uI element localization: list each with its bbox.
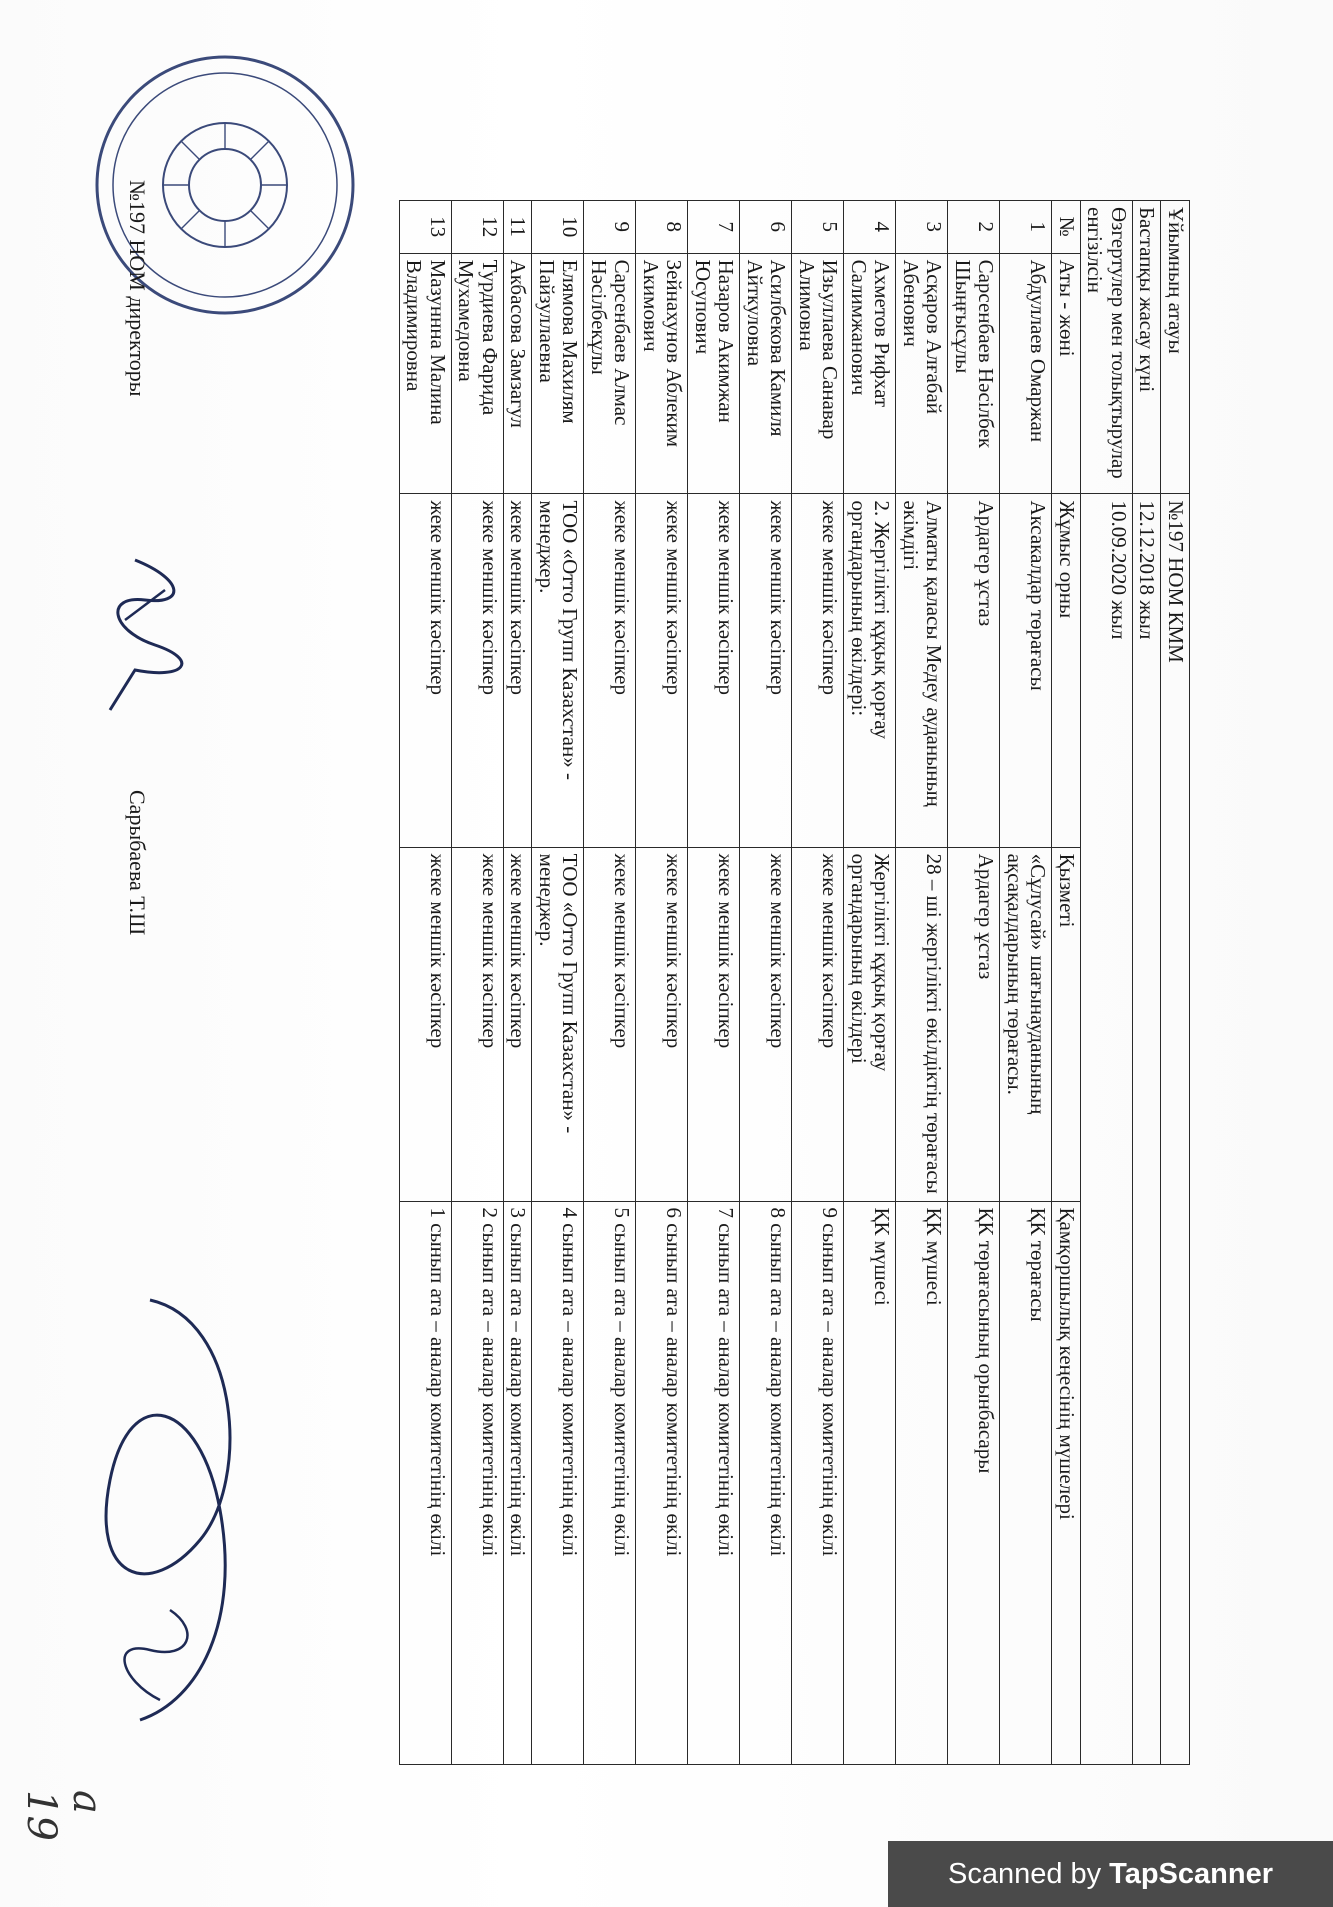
row-num: 3 — [896, 201, 948, 254]
header-row-created — [1132, 201, 1161, 1765]
banner-prefix: Scanned by — [947, 1857, 1102, 1890]
row-num: 10 — [532, 201, 584, 254]
row-work: ТОО «Отто Групп Казахстан» - менеджер. — [532, 494, 584, 847]
row-position: жеке меншік кәсіпкер — [584, 847, 636, 1201]
table-row — [948, 201, 1000, 1765]
banner-brand: TapScanner — [1109, 1857, 1274, 1890]
row-board: ҚК мүшесі — [896, 1201, 948, 1765]
org-value: №197 НОМ КММ — [1161, 494, 1190, 1765]
row-work: жеке меншік кәсіпкер — [792, 494, 844, 847]
row-board: 7 сынып ата – аналар комитетінің өкілі — [688, 1201, 740, 1765]
row-board: 8 сынып ата – аналар комитетінің өкілі — [740, 1201, 792, 1765]
row-num: 5 — [792, 201, 844, 254]
scanner-watermark — [888, 1841, 1333, 1907]
row-board: 4 сынып ата – аналар комитетінің өкілі — [532, 1201, 584, 1765]
row-board: ҚК мүшесі — [844, 1201, 896, 1765]
row-num: 13 — [399, 201, 451, 254]
row-work: Аксакалдар төрағасы — [1000, 494, 1052, 847]
row-name: Сарсенбаев Алмас Нәсілбекұлы — [584, 253, 636, 494]
org-label: Ұйымның атауы — [1161, 201, 1190, 494]
table-row — [896, 201, 948, 1765]
row-work: жеке меншік кәсіпкер — [399, 494, 451, 847]
row-position: жеке меншік кәсіпкер — [688, 847, 740, 1201]
row-work: жеке меншік кәсіпкер — [688, 494, 740, 847]
row-work: жеке меншік кәсіпкер — [584, 494, 636, 847]
director-name: Сарыбаева Т.Ш — [125, 790, 150, 936]
row-work: Алматы қаласы Медеу ауданының әкімдігі — [896, 494, 948, 847]
row-work: жеке меншік кәсіпкер — [451, 494, 503, 847]
table-row — [532, 201, 584, 1765]
changes-label: Өзгертулер мен толықтырулар енгізілсін — [1080, 201, 1132, 494]
column-headers — [1052, 201, 1081, 1765]
row-num: 11 — [503, 201, 532, 254]
director-signature-icon — [95, 550, 205, 720]
row-name: Акбасова Замзагул — [503, 253, 532, 494]
row-num: 9 — [584, 201, 636, 254]
table-row — [740, 201, 792, 1765]
row-name: Турдиева Фарида Мухамедовна — [451, 253, 503, 494]
row-work: жеке меншік кәсіпкер — [740, 494, 792, 847]
row-name: Елямова Махилям Пайзуллаевна — [532, 253, 584, 494]
table-row — [584, 201, 636, 1765]
row-position: жеке меншік кәсіпкер — [503, 847, 532, 1201]
rotated-document — [18, 30, 1290, 1850]
row-work: жеке меншік кәсіпкер — [636, 494, 688, 847]
table-row — [503, 201, 532, 1765]
row-name: Асилбекова Камиля Айткуловна — [740, 253, 792, 494]
col-board: Қамқоршылық кеңесінің мүшелері — [1052, 1201, 1081, 1765]
row-board: 3 сынып ата – аналар комитетінің өкілі — [503, 1201, 532, 1765]
director-title: №197 НОМ директоры — [125, 180, 150, 397]
row-num: 6 — [740, 201, 792, 254]
table-row — [451, 201, 503, 1765]
row-board: 9 сынып ата – аналар комитетінің өкілі — [792, 1201, 844, 1765]
row-name: Ахметов Рифхат Салимжанович — [844, 253, 896, 494]
page-note: а 19 — [18, 1790, 110, 1841]
row-work: жеке меншік кәсіпкер — [503, 494, 532, 847]
row-num: 12 — [451, 201, 503, 254]
created-label: Бастапқы жасау күні — [1132, 201, 1161, 494]
row-name: Назаров Акимжан Юсупович — [688, 253, 740, 494]
row-board: 6 сынып ата – аналар комитетінің өкілі — [636, 1201, 688, 1765]
row-num: 2 — [948, 201, 1000, 254]
row-name: Изьуллаева Санавар Алимовна — [792, 253, 844, 494]
col-position: Қызметі — [1052, 847, 1081, 1201]
col-name: Аты - жөні — [1052, 253, 1081, 494]
handwritten-signature-icon — [80, 1280, 260, 1750]
table-row — [399, 201, 451, 1765]
row-position: Жергілікті құқық қорғау органдарының өкілдері — [844, 847, 896, 1201]
row-num: 8 — [636, 201, 688, 254]
col-work: Жұмыс орны — [1052, 494, 1081, 847]
row-name: Асқаров Алғабай Абенович — [896, 253, 948, 494]
row-name: Мазуннна Малина Владимировна — [399, 253, 451, 494]
header-row-changes — [1080, 201, 1132, 1765]
row-position: «Сұлусай» шағынауданының ақсақалдарының төрағасы. — [1000, 847, 1052, 1201]
row-position: жеке меншік кәсіпкер — [740, 847, 792, 1201]
row-position: ТОО «Отто Групп Казахстан» - менеджер. — [532, 847, 584, 1201]
row-position: Ардагер ұстаз — [948, 847, 1000, 1201]
table-row — [792, 201, 844, 1765]
row-position: жеке меншік кәсіпкер — [636, 847, 688, 1201]
header-row-org — [1161, 201, 1190, 1765]
col-num: № — [1052, 201, 1081, 254]
row-board: 1 сынып ата – аналар комитетінің өкілі — [399, 1201, 451, 1765]
row-work: 2. Жергілікті құқық қорғау органдарының өкілдері: — [844, 494, 896, 847]
row-board: ҚК төрағасы — [1000, 1201, 1052, 1765]
row-position: жеке меншік кәсіпкер — [792, 847, 844, 1201]
board-members-table — [399, 200, 1190, 1765]
table-body — [399, 201, 1052, 1765]
table-row — [844, 201, 896, 1765]
row-work: Ардагер ұстаз — [948, 494, 1000, 847]
row-name: Зейнахунов Аблеким Акимович — [636, 253, 688, 494]
row-board: 5 сынып ата – аналар комитетінің өкілі — [584, 1201, 636, 1765]
row-name: Сарсенбаев Нәсілбек Шыңғысұлы — [948, 253, 1000, 494]
created-value: 12.12.2018 жыл — [1132, 494, 1161, 1765]
row-position: 28 – ші жергілікті өкілдіктің төрағасы — [896, 847, 948, 1201]
row-num: 1 — [1000, 201, 1052, 254]
row-name: Абдуллаев Омаржан — [1000, 253, 1052, 494]
row-position: жеке меншік кәсіпкер — [451, 847, 503, 1201]
row-position: жеке меншік кәсіпкер — [399, 847, 451, 1201]
changes-value: 10.09.2020 жыл — [1080, 494, 1132, 1765]
row-board: ҚК төрағасының орынбасары — [948, 1201, 1000, 1765]
table-row — [636, 201, 688, 1765]
row-num: 4 — [844, 201, 896, 254]
row-board: 2 сынып ата – аналар комитетінің өкілі — [451, 1201, 503, 1765]
row-num: 7 — [688, 201, 740, 254]
table-row — [688, 201, 740, 1765]
table-row — [1000, 201, 1052, 1765]
